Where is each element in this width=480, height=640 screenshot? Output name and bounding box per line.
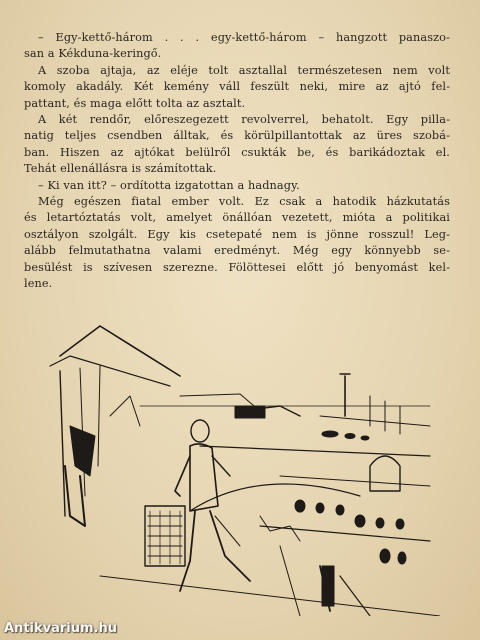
text-line: – Ki van itt? – ordította izgatottan a hadnagy.: [38, 178, 300, 192]
text-line: ban. Hiszen az ajtókat belülről csukták be, és barikádoztak el.: [24, 145, 450, 159]
text-line: – Egy-kettő-három . . . egy-kettő-három – hangzott panaszo-: [38, 31, 450, 44]
text-line: és letartóztatás volt, amelyet önállóan vezetett, mióta a politikai: [24, 211, 450, 225]
text-line: Még egészen fiatal ember volt. Ez csak a hatodik házkutatás: [38, 195, 450, 209]
text-line: osztályon szolgált. Egy kis csetepaté nem is jönne rosszul! Leg-: [24, 227, 450, 241]
body-text: [24, 30, 450, 293]
text-line: natig teljes csendben álltak, és körülpillantottak az üres szobá-: [24, 129, 450, 143]
text-line: A szoba ajtaja, az eléje tolt asztallal természetesen nem volt: [38, 63, 450, 77]
text-line: lene.: [24, 277, 53, 291]
text-line: A két rendőr, előreszegezett revolverrel, behatolt. Egy pilla-: [38, 113, 450, 127]
text-line: san a Kékduna-keringő.: [24, 47, 162, 61]
text-line: alább felmutathatna valami eredményt. Még egy könnyebb se-: [24, 244, 450, 258]
text-line: besülést is szívesen szerezne. Fölöttesei előtt jó benyomást kel-: [24, 260, 450, 274]
text-line: komoly akadály. Két kemény váll feszült neki, mire az ajtó fel-: [24, 80, 450, 94]
text-line: pattant, és maga előtt tolta az asztalt.: [24, 96, 246, 110]
rooftop-sketch-illustration: [40, 316, 440, 616]
watermark: Antikvarium.hu: [4, 621, 117, 636]
text-line: Tehát ellenállásra is számítottak.: [24, 162, 217, 176]
